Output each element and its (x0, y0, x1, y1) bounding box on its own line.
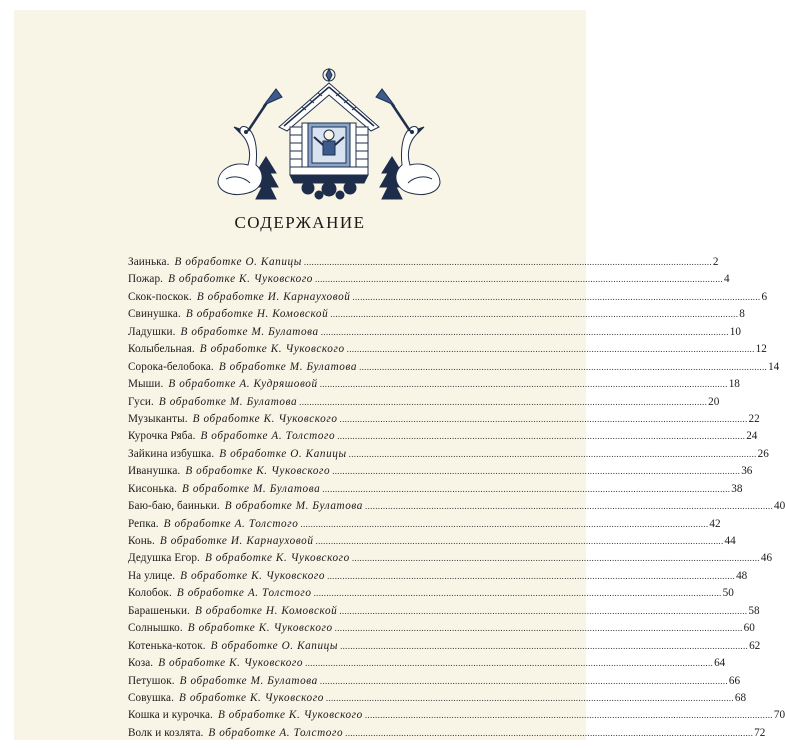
toc-leader-dots: ................................................................................................................................................................ (346, 344, 755, 355)
toc-entry-page: 36 (741, 465, 753, 478)
toc-entry-page: 4 (723, 273, 730, 286)
toc-entry-title: Репка. (128, 517, 159, 530)
toc-leader-dots: ................................................................................................................................................................ (319, 675, 728, 686)
toc-entry-title: Котенька-коток. (128, 639, 206, 652)
toc-entry (128, 289, 768, 306)
toc-leader-dots: ................................................................................................................................................................ (359, 361, 768, 372)
toc-leader-dots: ................................................................................................................................................................ (299, 396, 708, 407)
book-page (14, 10, 785, 740)
toc-entry-page: 8 (739, 308, 745, 321)
toc-entry-author: В обработке И. Карнауховой (196, 290, 351, 303)
toc-leader-dots: ................................................................................................................................................................ (352, 291, 761, 302)
toc-entry-page: 46 (760, 552, 773, 565)
toc-entry (128, 638, 761, 655)
toc-leader-dots: ................................................................................................................................................................ (348, 448, 757, 459)
toc-entry-author: В обработке М. Булатова (180, 325, 319, 338)
table-of-contents (128, 254, 785, 742)
toc-entry-title: Гуси. (128, 395, 154, 408)
toc-leader-dots: ................................................................................................................................................................ (319, 379, 728, 390)
toc-entry-author: В обработке М. Булатова (182, 482, 321, 495)
toc-entry-title: Музыканты. (128, 412, 188, 425)
toc-entry (128, 498, 785, 515)
toc-entry-title: Солнышко. (128, 622, 183, 635)
toc-entry-page: 44 (724, 535, 736, 547)
toc-entry (128, 620, 755, 637)
toc-entry-page: 66 (728, 674, 741, 687)
toc-leader-dots: ................................................................................................................................................................ (314, 274, 723, 285)
toc-leader-dots: ................................................................................................................................................................ (339, 605, 748, 616)
toc-entry-author: В обработке К. Чуковского (168, 273, 313, 286)
toc-entry-author: В обработке М. Булатова (224, 500, 364, 513)
toc-entry-page: 2 (712, 256, 719, 268)
toc-entry-page: 26 (757, 447, 769, 460)
toc-entry (128, 254, 719, 271)
toc-entry-title: Ладушки. (128, 325, 176, 338)
toc-entry-page: 20 (708, 395, 720, 408)
toc-entry (128, 550, 773, 567)
toc-leader-dots: ................................................................................................................................................................ (327, 570, 736, 581)
toc-leader-dots: ................................................................................................................................................................ (339, 413, 748, 424)
toc-entry-page: 6 (761, 290, 768, 303)
toc-entry-author: В обработке К. Чуковского (158, 657, 304, 670)
toc-entry-author: В обработке К. Чуковского (192, 412, 338, 425)
toc-entry-page: 72 (754, 726, 766, 739)
toc-entry-page: 68 (734, 691, 747, 704)
toc-entry-title: Колобок. (128, 587, 172, 600)
toc-entry (128, 428, 758, 445)
toc-entry-title: Пожар. (128, 273, 164, 286)
toc-entry-title: Волк и козлята. (128, 726, 204, 739)
toc-entry-title: Сорока-белобока. (128, 360, 214, 373)
toc-leader-dots: ................................................................................................................................................................ (365, 501, 774, 512)
toc-entry-page: 40 (774, 500, 785, 513)
toc-leader-dots: ................................................................................................................................................................ (320, 326, 729, 337)
toc-entry (128, 533, 736, 550)
toc-leader-dots: ................................................................................................................................................................ (300, 518, 709, 529)
toc-entry-author: В обработке А. Кудряшовой (168, 378, 318, 391)
toc-heading: СОДЕРЖАНИЕ (234, 213, 366, 232)
toc-entry-author: В обработке О. Капицы (174, 256, 302, 268)
toc-leader-dots: ................................................................................................................................................................ (351, 553, 760, 564)
toc-leader-dots: ................................................................................................................................................................ (313, 588, 722, 599)
toc-entry (128, 568, 748, 585)
toc-entry-page: 42 (709, 517, 721, 530)
toc-entry-author: В обработке А. Толстого (176, 587, 312, 600)
toc-entry (128, 603, 760, 620)
toc-entry-author: В обработке К. Чуковского (179, 691, 324, 704)
toc-entry (128, 359, 780, 376)
toc-entry-title: Свинушка. (128, 308, 181, 321)
toc-entry-page: 70 (773, 709, 785, 722)
toc-entry-page: 62 (749, 639, 761, 652)
toc-entry (128, 394, 720, 411)
toc-leader-dots: ................................................................................................................................................................ (303, 257, 712, 267)
toc-entry-title: Кошка и курочка. (128, 709, 213, 722)
toc-entry (128, 446, 769, 463)
toc-entry (128, 516, 721, 533)
toc-entry (128, 341, 767, 358)
toc-entry-page: 22 (748, 412, 760, 425)
toc-entry (128, 324, 741, 341)
toc-entry-author: В обработке К. Чуковского (217, 709, 363, 722)
toc-entry (128, 673, 741, 690)
toc-entry-title: Конь. (128, 535, 155, 547)
toc-entry (128, 707, 785, 724)
toc-leader-dots: ................................................................................................................................................................ (330, 309, 739, 320)
toc-entry (128, 463, 753, 480)
toc-entry-title: Зайкина избушка. (128, 447, 215, 460)
toc-entry-title: Коза. (128, 657, 154, 670)
toc-entry-author: В обработке Н. Комовской (185, 308, 329, 321)
toc-entry-page: 60 (743, 622, 755, 635)
toc-entry-title: Колыбельная. (128, 343, 195, 356)
toc-entry-author: В обработке О. Капицы (219, 447, 347, 460)
toc-entry-page: 58 (748, 604, 760, 617)
toc-entry (128, 271, 730, 288)
toc-entry-page: 18 (728, 378, 740, 391)
toc-entry-author: В обработке М. Булатова (218, 360, 358, 373)
toc-entry-title: Кисонька. (128, 482, 178, 495)
toc-entry-author: В обработке Н. Комовской (194, 604, 338, 617)
toc-leader-dots: ................................................................................................................................................................ (337, 431, 746, 442)
toc-entry-title: Курочка Ряба. (128, 430, 196, 443)
toc-entry (128, 725, 766, 742)
toc-entry (128, 690, 747, 707)
toc-entry-title: Скок-поскок. (128, 290, 192, 303)
toc-leader-dots: ................................................................................................................................................................ (364, 710, 773, 721)
toc-entry (128, 306, 745, 323)
toc-entry-author: В обработке М. Булатова (179, 674, 318, 687)
toc-entry-author: В обработке И. Карнауховой (159, 535, 314, 547)
toc-leader-dots: ................................................................................................................................................................ (305, 658, 714, 669)
toc-entry-author: В обработке А. Толстого (163, 517, 299, 530)
toc-entry (128, 411, 760, 428)
house-with-geese-and-trumpets-icon (204, 65, 454, 210)
toc-entry-page: 24 (746, 430, 758, 443)
toc-entry-author: В обработке К. Чуковского (204, 552, 350, 565)
toc-entry-title: На улице. (128, 569, 176, 582)
toc-leader-dots: ................................................................................................................................................................ (325, 692, 734, 703)
toc-entry-author: В обработке К. Чуковского (187, 622, 333, 635)
toc-entry-author: В обработке А. Толстого (200, 430, 336, 443)
toc-entry-title: Заинька. (128, 256, 170, 268)
toc-entry-author: В обработке М. Булатова (158, 395, 298, 408)
toc-entry-page: 14 (768, 360, 780, 373)
toc-entry-title: Совушка. (128, 691, 174, 704)
toc-entry-author: В обработке К. Чуковского (185, 465, 331, 478)
toc-leader-dots: ................................................................................................................................................................ (334, 623, 743, 634)
toc-leader-dots: ................................................................................................................................................................ (345, 727, 754, 738)
toc-leader-dots: ................................................................................................................................................................ (332, 466, 741, 477)
toc-entry-author: В обработке А. Толстого (208, 726, 344, 739)
toc-entry-page: 64 (714, 657, 726, 670)
toc-leader-dots: ................................................................................................................................................................ (322, 483, 731, 494)
toc-entry (128, 481, 743, 498)
toc-leader-dots: ................................................................................................................................................................ (315, 536, 724, 546)
toc-entry-title: Мыши. (128, 378, 164, 391)
toc-entry-title: Иванушка. (128, 465, 181, 478)
toc-entry-author: В обработке О. Капицы (210, 639, 339, 652)
toc-leader-dots: ................................................................................................................................................................ (340, 640, 749, 651)
toc-entry (128, 585, 734, 602)
toc-entry-title: Барашеньки. (128, 604, 190, 617)
toc-entry (128, 376, 740, 393)
toc-entry-title: Баю-баю, баиньки. (128, 500, 220, 513)
toc-entry-page: 12 (755, 343, 767, 356)
toc-entry-page: 50 (722, 587, 734, 600)
toc-entry (128, 655, 726, 672)
toc-entry-author: В обработке К. Чуковского (180, 569, 326, 582)
toc-entry-page: 48 (736, 569, 748, 582)
toc-entry-author: В обработке К. Чуковского (199, 343, 345, 356)
toc-entry-title: Петушок. (128, 674, 175, 687)
toc-entry-page: 38 (731, 482, 743, 495)
toc-entry-page: 10 (729, 325, 741, 338)
toc-entry-title: Дедушка Егор. (128, 552, 200, 565)
